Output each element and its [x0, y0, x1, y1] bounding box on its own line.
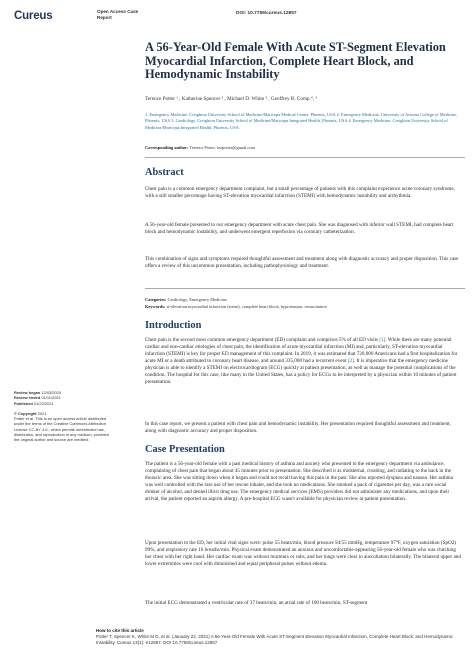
case-paragraph-3: The initial ECG demonstrated a ventricular rate of 37 beats/min, an atrial rate of 100 beats/min, ST-segment: [145, 600, 368, 606]
abstract-heading: Abstract: [145, 167, 184, 178]
corresponding-author: [145, 145, 465, 150]
introduction-paragraph-2: In this case report, we present a patient with chest pain and hemodynamic instability. Her presentation required thoughtful assessment and treatment, along with diagnostic accuracy and proper disposition.: [145, 421, 451, 434]
corresponding-label: Corresponding author:: [145, 145, 189, 150]
keywords-label: Keywords:: [145, 303, 166, 309]
published-value: 01/22/2021: [32, 400, 54, 406]
intro-text-c: . It is imperative that the emergency medicine physician is able to identify a STEMI on electrocardiogram (ECG) quickly at patient presentation, as well as manage the potential complications of the condition. The hospital for this case, like many in the United States, has a policy for ECGs to be interpreted by a physician within 10 minutes of patient presentation.: [145, 357, 457, 385]
article-type-line-2: Report: [97, 15, 112, 20]
review-ended-label: Review ended: [14, 395, 41, 401]
license-text: Potter et al. This is an open access article distributed under the terms of the Creative Commons Attribution License CC-BY 4.0., which permits unrestricted use, distribution, and reproduction in any medium, provided the original author and source are credited.: [14, 416, 109, 443]
categories-line: [145, 297, 465, 304]
keywords-line: [145, 304, 465, 311]
doi-link[interactable]: DOI: 10.7759/cureus.12857: [236, 10, 297, 16]
categories-value: Cardiology, Emergency Medicine: [166, 297, 227, 302]
introduction-heading: Introduction: [145, 320, 202, 331]
case-paragraph-2: Upon presentation to the ED, her initial vital signs were: pulse 55 beats/min, blood pressure 94/55 mmHg, temperature 97°F, oxygen saturation (SpO2) 99%, and respiratory rate 16 breaths/min. Physical exam demonstrated an anxious and uncomfortable-appearing 56-year-old female who was clutching her chest with her right hand. Her cardiac exam was without murmurs or rubs, and her lungs were clear to auscultation bilaterally. The bilateral upper and lower extremities were cool with diminished and equal peripheral pulses without edema.: [145, 540, 461, 567]
abstract-paragraph-2: A 56-year-old female presented to our emergency department with acute chest pain. She was diagnosed with inferior wall STEMI, had complete heart block and hemodynamic instability, and underwent emergent reperfusion via coronary catheterization.: [145, 222, 454, 235]
keywords-value: st-elevation myocardial infarction (stemi), complete heart block, hypotension, resuscitation: [165, 303, 327, 309]
citation-text: Potter T, Spencer K, White M D, et al. (January 22, 2021) A 56-Year-Old Female With Acute ST-Segment Elevation Myocardial Infarction, Complete Heart Block, and Hemodynamic Instability. Cureus 13(1): e12857. DOI 10.7759/cureus.12857: [96, 633, 453, 645]
journal-logo: Cureus: [14, 10, 53, 22]
citation-block: [96, 628, 466, 646]
reference-link-1[interactable]: [1]: [379, 337, 386, 343]
publication-sidebar: [14, 390, 112, 443]
reference-link-2[interactable]: [2]: [347, 357, 354, 364]
copyright-label: © Copyright: [14, 410, 37, 416]
intro-text-b: . While there are many potential cardiac and non-cardiac etiologies of chest pain, the identification of acute myocardial infarction (MI) and, particularly, ST-elevation myocardial infarction (STEMI) is key for proper ED management of this complaint. In 2019, it was estimated that 720,000 Americans had a first hospitalization for acute MI or a death attributed to coronary heart disease, and around 335,000 had a recurrent event: [145, 337, 458, 364]
divider: [145, 288, 465, 289]
author-list: Terence Potter ¹ , Katherine Spencer ² , Michael D. White ³ , Geoffrey B. Comp ⁴, ³: [145, 96, 317, 102]
review-began-value: 12/03/2020: [40, 390, 62, 395]
citation-heading: How to cite this article: [96, 628, 144, 633]
categories-keywords: [145, 297, 465, 310]
corresponding-text[interactable]: Terence Potter, tezpotter@gmail.com: [188, 145, 255, 150]
case-paragraph-1: The patient is a 56-year-old female with a past medical history of asthma and anxiety who presented to the emergency department via ambulance, complaining of chest pain that began about 45 minutes prior to presentation. She described it as midsternal, crushing, and radiating to the back in the thoracic area. She was sitting down when it began and could not recall having this pain in the past. She also reported dyspnea and nausea. Her asthma was well controlled with the rare use of her rescue inhaler, and she took no medications. She smoked a pack of cigarettes per day, was a rare social drinker of alcohol, and denied illicit drug use. The emergency medical services (EMS) providers did not administer any medications, and upon their arrival, the patient reported an aspirin allergy. A pre-hospital ECG wasn't available for physician review at patient presentation.: [145, 461, 453, 502]
article-type: [97, 9, 157, 21]
introduction-paragraph-1: [145, 337, 462, 386]
abstract-paragraph-1: Chest pain is a common emergency department complaint, but a small percentage of patients with this complaint experience acute coronary syndrome, with a still smaller percentage having ST-elevation myocardial infarction (STEMI) with hemodynamic instability and arrhythmia.: [145, 186, 455, 199]
affiliations: 1. Emergency Medicine, Creighton University School of Medicine/Maricopa Medical Center, Phoenix, USA 2. Emergency Medicine, University of Arizona College of Medicine, Phoenix, USA 3. Cardiology, Creighton University School of Medicine/Maricopa Integrated Health, Phoenix, USA 4. Emergency Medicine, Creighton University School of Medicine/Maricopa Integrated Health, Phoenix, USA: [145, 112, 458, 130]
article-title: A 56-Year-Old Female With Acute ST-Segment Elevation Myocardial Infarction, Complete Heart Block, and Hemodynamic Instability: [145, 40, 446, 82]
published-label: Published: [14, 400, 33, 406]
case-heading: Case Presentation: [145, 444, 225, 455]
article-type-line-1: Open Access Case: [97, 9, 139, 14]
review-ended-value: 01/11/2021: [40, 395, 61, 401]
intro-text-a: Chest pain is the second most common emergency department (ED) complaint and comprises 5% of all ED visits: [145, 337, 380, 343]
abstract-paragraph-3: This combination of signs and symptoms required thoughtful assessment and treatment along with diagnostic accuracy and proper disposition. This case offers a review of this uncommon presentation, including pathophysiology and treatment.: [145, 256, 459, 269]
divider: [145, 157, 465, 158]
copyright-year: 2021: [36, 410, 47, 416]
review-began-label: Review began: [14, 390, 41, 395]
categories-label: Categories:: [145, 297, 167, 302]
